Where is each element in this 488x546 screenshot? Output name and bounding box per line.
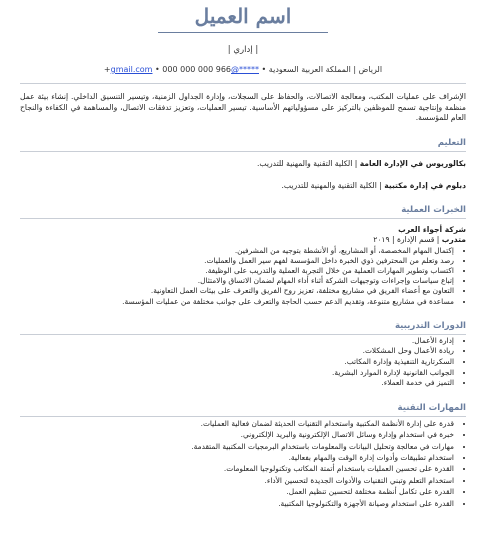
list-item: • خبرة في استخدام وإدارة وسائل الاتصال الإلكترونية والبريد الإلكتروني.	[20, 429, 454, 440]
section-divider	[20, 151, 466, 152]
company-name: شركة أجواء العرب	[398, 224, 466, 234]
list-item: • القدرة على استخدام وصيانة الأجهزة والتكنولوجيا المكتبية.	[20, 498, 454, 509]
degree-name: بكالوريوس في الإدارة العامة	[359, 158, 466, 168]
list-item: • استخدام التعلم وتبني التقنيات والأدوات الجديدة لتحسين الأداء.	[20, 475, 454, 486]
contact-line	[20, 64, 466, 76]
list-item: • مهارات في معالجة وتحليل البيانات والمعلومات باستخدام البرمجيات المكتبية المتقدمة.	[20, 441, 454, 452]
list-item: • التعاون مع أعضاء الفريق في مشاريع مختلفة، تعزيز روح الفريق والتعرف على بيئات العمل التعاونية.	[20, 286, 454, 296]
list-item: • التميز في خدمة العملاء.	[20, 378, 454, 389]
list-item: • رصد وتعلم من المحترفين ذوي الخبرة داخل المؤسسة لفهم سير العمل والعمليات.	[20, 256, 454, 266]
skills-list	[20, 418, 466, 509]
summary-paragraph: الإشراف على عمليات المكتب، ومعالجة الاتصالات، والحفاظ على السجلات، وإدارة الجداول الزمنية، وتيسير التنسيق الداخلي. إنشاء بيئة عمل منظمة وإنتاجية تسمح للموظفين بالتركيز على مسؤولياتهم الأساسية. تيسير العمليات، وتعزيز تدفقات الاتصال، والمساهمة في الكفاءة والنجاح العام للمؤسسة.	[20, 92, 466, 122]
list-item: • استخدام تطبيقات وأدوات إدارة الوقت والمهام بفعالية.	[20, 452, 454, 463]
list-item: • إتباع سياسات وإجراءات وتوجيهات الشركة أثناء أداء المهام لضمان الاتساق والامتثال.	[20, 276, 454, 286]
education-item	[20, 159, 466, 169]
degree-name: دبلوم في إدارة مكتبية	[384, 180, 466, 190]
list-item: • القدرة على تكامل أنظمة مختلفة لتحسين تنظيم العمل.	[20, 486, 454, 497]
location-text: الرياض | المملكة العربية السعودية •	[259, 65, 383, 74]
position-title: متدرب	[441, 234, 466, 244]
email-link[interactable]: *****@gmail.com	[110, 65, 259, 74]
courses-section-title: الدورات التدريبية	[394, 320, 466, 331]
experience-section-title: الخبرات العملية	[401, 204, 466, 215]
client-name: اسم العميل	[194, 4, 292, 28]
header-divider	[20, 83, 466, 84]
name-underline	[158, 32, 328, 33]
phone-text: • 000 000 000 966+	[103, 65, 231, 74]
experience-list	[20, 246, 466, 307]
skills-section-title: المهارات التقنية	[397, 402, 466, 413]
section-divider	[20, 334, 466, 335]
list-item: • القدرة على تحسين العمليات باستخدام أتمتة المكاتب وتكنولوجيا المعلومات.	[20, 463, 454, 474]
list-item: • ريادة الأعمال وحل المشكلات.	[20, 346, 454, 357]
education-item	[20, 181, 466, 191]
list-item: • إدارة الأعمال.	[20, 336, 454, 347]
list-item: • قدرة على إدارة الأنظمة المكتبية واستخدام التقنيات الحديثة لضمان فعالية العمليات.	[20, 418, 454, 429]
list-item: • مساعدة في مشاريع متنوعة، وتقديم الدعم حسب الحاجة والتعرف على جوانب مختلفة من عمليات المؤسسة.	[20, 297, 454, 307]
position-line	[20, 235, 466, 245]
education-section-title: التعليم	[437, 137, 466, 148]
courses-list	[20, 336, 466, 389]
school-name: | الكلية التقنية والمهنية للتدريب.	[256, 158, 360, 168]
list-item: • السكرتارية التنفيذية وإدارة المكاتب.	[20, 357, 454, 368]
resume-page	[0, 4, 488, 546]
list-item: • اكتساب وتطوير المهارات العملية من خلال التجربة العملية والتدريب على الوظيفة.	[20, 266, 454, 276]
list-item: • إكتمال المهام المخصصة، أو المشاريع، أو الأنشطة بتوجيه من المشرفين.	[20, 246, 454, 256]
section-divider	[20, 416, 466, 417]
position-details: | قسم الإدارة | ٢٠١٩	[373, 234, 442, 244]
school-name: | الكلية التقنية والمهنية للتدريب.	[281, 180, 385, 190]
section-divider	[20, 218, 466, 219]
list-item: • الجوانب القانونية لإدارة الموارد البشرية.	[20, 368, 454, 379]
job-role: | إداري |	[227, 45, 259, 55]
